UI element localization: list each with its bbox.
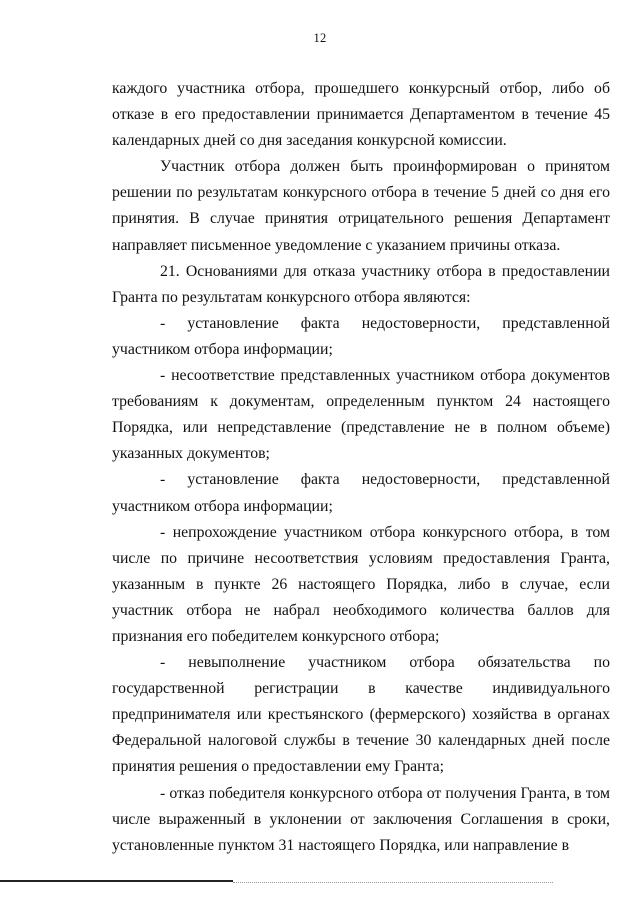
document-body — [112, 76, 610, 859]
paragraph-clause-21: 21. Основаниями для отказа участнику отбора в предоставлении Гранта по результатам конкурсного отбора являются: — [112, 262, 610, 306]
footer-rule — [0, 880, 233, 882]
list-item-registration-failure: - невыполнение участником отбора обязательства по государственной регистрации в качестве индивидуального предпринимателя или крестьянского (фермерского) хозяйства в органах Федеральной налоговой службы в течение 30 календарных дней после принятия решения о предоставлении ему Гранта; — [112, 654, 610, 776]
page-number: 12 — [313, 31, 327, 45]
list-item-grant-refusal: - отказ победителя конкурсного отбора от получения Гранта, в том числе выраженный в уклонении от заключения Соглашения в сроки, установленные пунктом 31 настоящего Порядка, или направление в — [112, 784, 610, 854]
scan-edge-mark — [233, 882, 553, 883]
list-item-selection-failure: - непрохождение участником отбора конкурсного отбора, в том числе по причине несоответствия условиям предоставления Гранта, указанным в пункте 26 настоящего Порядка, либо в случае, если участник отбора не набрал необходимого количества баллов для признания его победителем конкурсного отбора; — [112, 523, 610, 645]
list-item-document-noncompliance: - несоответствие представленных участником отбора документов требованиям к документам, определенным пунктом 24 настоящего Порядка, или непредставление (представление не в полном объеме) указанных документов; — [112, 367, 610, 463]
list-item-false-information: - установление факта недостоверности, представленной участником отбора информации; — [112, 314, 610, 358]
paragraph-decision-continuation: каждого участника отбора, прошедшего конкурсный отбор, либо об отказе в его предоставлении принимается Департаментом в течение 45 календарных дней со дня заседания конкурсной комиссии. — [112, 80, 610, 150]
list-item-false-information-repeat: - установление факта недостоверности, представленной участником отбора информации; — [112, 471, 610, 515]
paragraph-notification: Участник отбора должен быть проинформирован о принятом решении по результатам конкурсного отбора в течение 5 дней со дня его принятия. В случае принятия отрицательного решения Департамент направляет письменное уведомление с указанием причины отказа. — [112, 158, 610, 254]
